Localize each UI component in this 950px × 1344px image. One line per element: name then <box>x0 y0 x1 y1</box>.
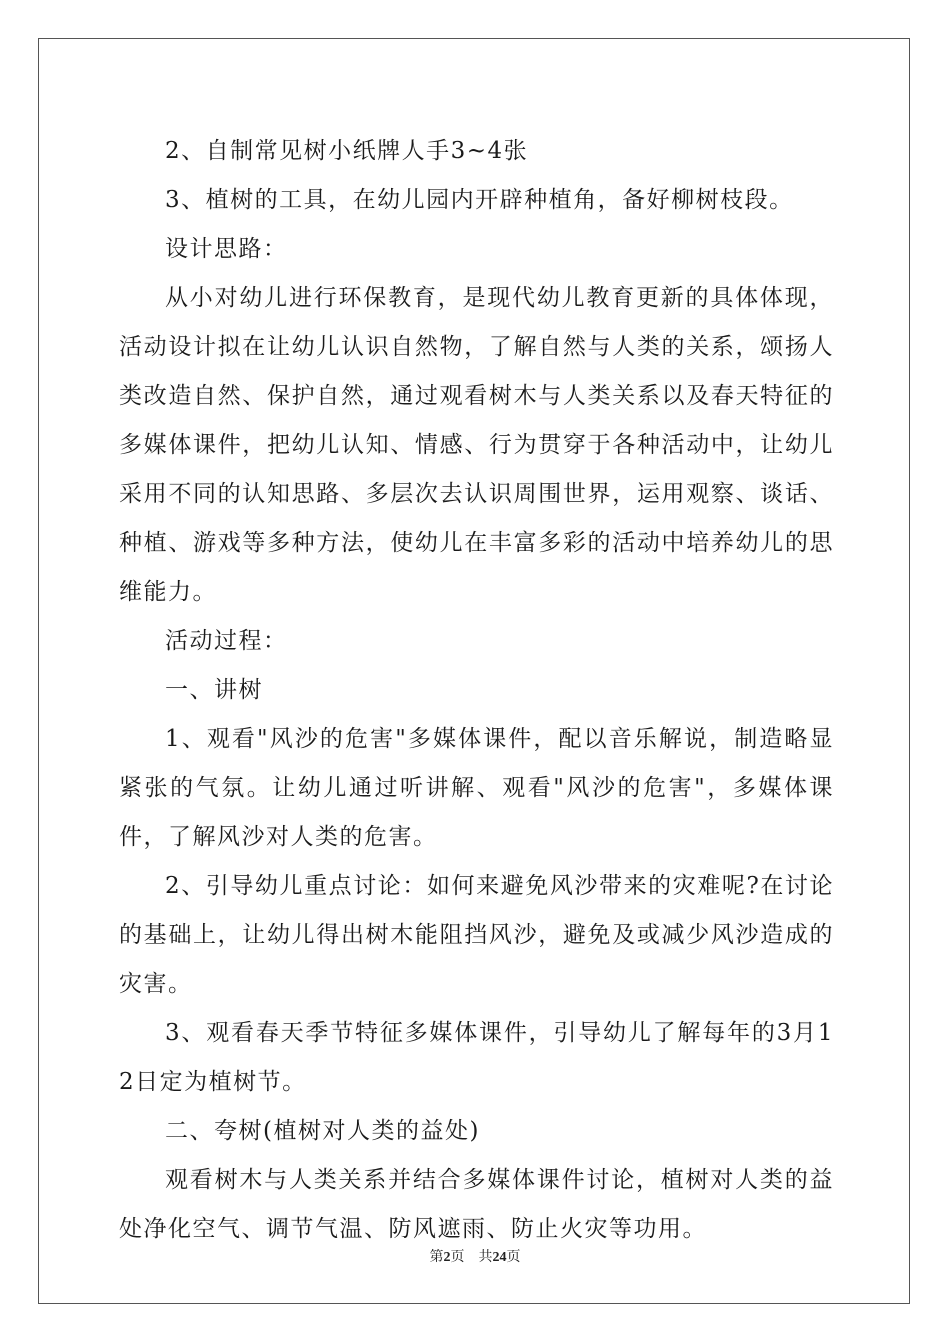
paragraph-step-1: 1、观看"风沙的危害"多媒体课件，配以音乐解说，制造略显紧张的气氛。让幼儿通过听讲解、观看"风沙的危害"，多媒体课件，了解风沙对人类的危害。 <box>119 726 834 850</box>
document-body <box>119 127 834 1254</box>
paragraph-materials-tools: 3、植树的工具，在幼儿园内开辟种植角，备好柳树枝段。 <box>165 187 794 213</box>
heading-section-one: 一、讲树 <box>165 677 263 703</box>
page-footer <box>0 1246 950 1266</box>
footer-total-prefix: 共 <box>478 1250 493 1265</box>
footer-total-pages: 24 <box>492 1250 507 1265</box>
footer-prefix: 第 <box>429 1250 444 1265</box>
footer-page-unit: 页 <box>450 1250 465 1265</box>
paragraph-materials-cards: 2、自制常见树小纸牌人手3~4张 <box>165 138 529 164</box>
footer-total-unit: 页 <box>506 1250 521 1265</box>
footer-current-page: 2 <box>443 1250 451 1265</box>
heading-section-two: 二、夸树(植树对人类的益处) <box>165 1118 480 1144</box>
paragraph-step-3: 3、观看春天季节特征多媒体课件，引导幼儿了解每年的3月12日定为植树节。 <box>119 1020 834 1095</box>
heading-design-idea: 设计思路： <box>165 236 288 262</box>
paragraph-step-2: 2、引导幼儿重点讨论：如何来避免风沙带来的灾难呢?在讨论的基础上，让幼儿得出树木能阻挡风沙，避免及或减少风沙造成的灾害。 <box>119 873 834 997</box>
heading-activity-process: 活动过程： <box>165 628 288 654</box>
paragraph-section-two: 观看树木与人类关系并结合多媒体课件讨论，植树对人类的益处净化空气、调节气温、防风遮雨、防止火灾等功用。 <box>119 1167 834 1242</box>
paragraph-design-idea: 从小对幼儿进行环保教育，是现代幼儿教育更新的具体体现，活动设计拟在让幼儿认识自然物，了解自然与人类的关系，颂扬人类改造自然、保护自然，通过观看树木与人类关系以及春天特征的多媒体课件，把幼儿认知、情感、行为贯穿于各种活动中，让幼儿采用不同的认知思路、多层次去认识周围世界，运用观察、谈话、种植、游戏等多种方法，使幼儿在丰富多彩的活动中培养幼儿的思维能力。 <box>119 285 834 605</box>
